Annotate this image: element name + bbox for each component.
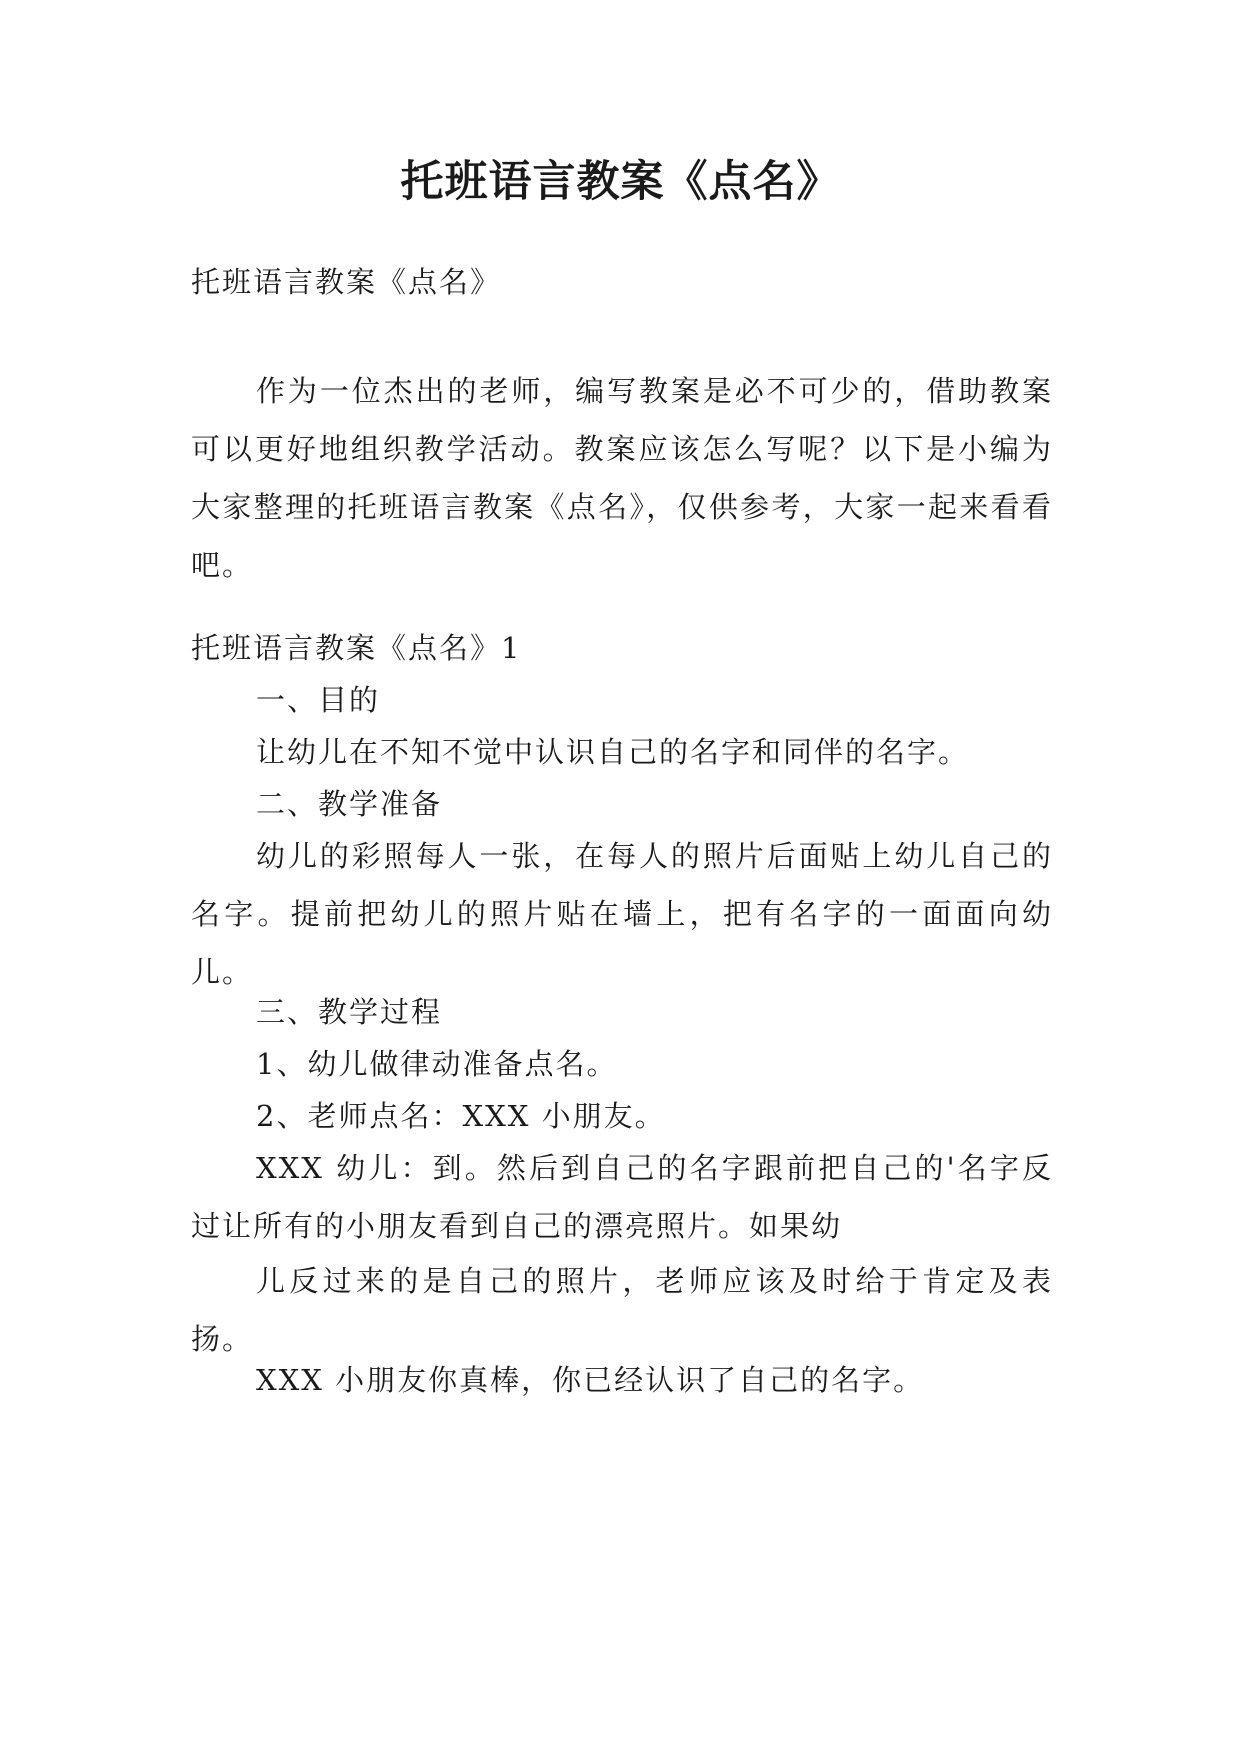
process-paragraph-2: 儿反过来的是自己的照片，老师应该及时给于肯定及表扬。 — [191, 1264, 1053, 1356]
process-step-1: 1、幼儿做律动准备点名。 — [256, 1047, 618, 1081]
intro-paragraph: 作为一位杰出的老师，编写教案是必不可少的，借助教案可以更好地组织教学活动。教案应该怎么写呢？以下是小编为大家整理的托班语言教案《点名》，仅供参考，大家一起来看看吧。 — [191, 374, 1053, 582]
purpose-text: 让幼儿在不知不觉中认识自己的名字和同伴的名字。 — [256, 735, 970, 769]
process-step-2: 2、老师点名：XXX 小朋友。 — [256, 1099, 666, 1133]
preparation-paragraph: 幼儿的彩照每人一张，在每人的照片后面贴上幼儿自己的名字。提前把幼儿的照片贴在墙上，把有名字的一面面向幼儿。 — [191, 839, 1053, 989]
heading-process: 三、教学过程 — [256, 995, 443, 1029]
heading-purpose: 一、目的 — [256, 683, 381, 717]
document-subtitle: 托班语言教案《点名》 — [191, 265, 502, 299]
section-heading: 托班语言教案《点名》1 — [191, 631, 522, 665]
document-title: 托班语言教案《点名》 — [400, 157, 841, 207]
process-paragraph-1: XXX 幼儿：到。然后到自己的名字跟前把自己的'名字反过让所有的小朋友看到自己的漂亮照片。如果幼 — [191, 1151, 1053, 1243]
heading-preparation: 二、教学准备 — [256, 787, 443, 821]
process-paragraph-3: XXX 小朋友你真棒，你已经认识了自己的名字。 — [256, 1363, 925, 1397]
